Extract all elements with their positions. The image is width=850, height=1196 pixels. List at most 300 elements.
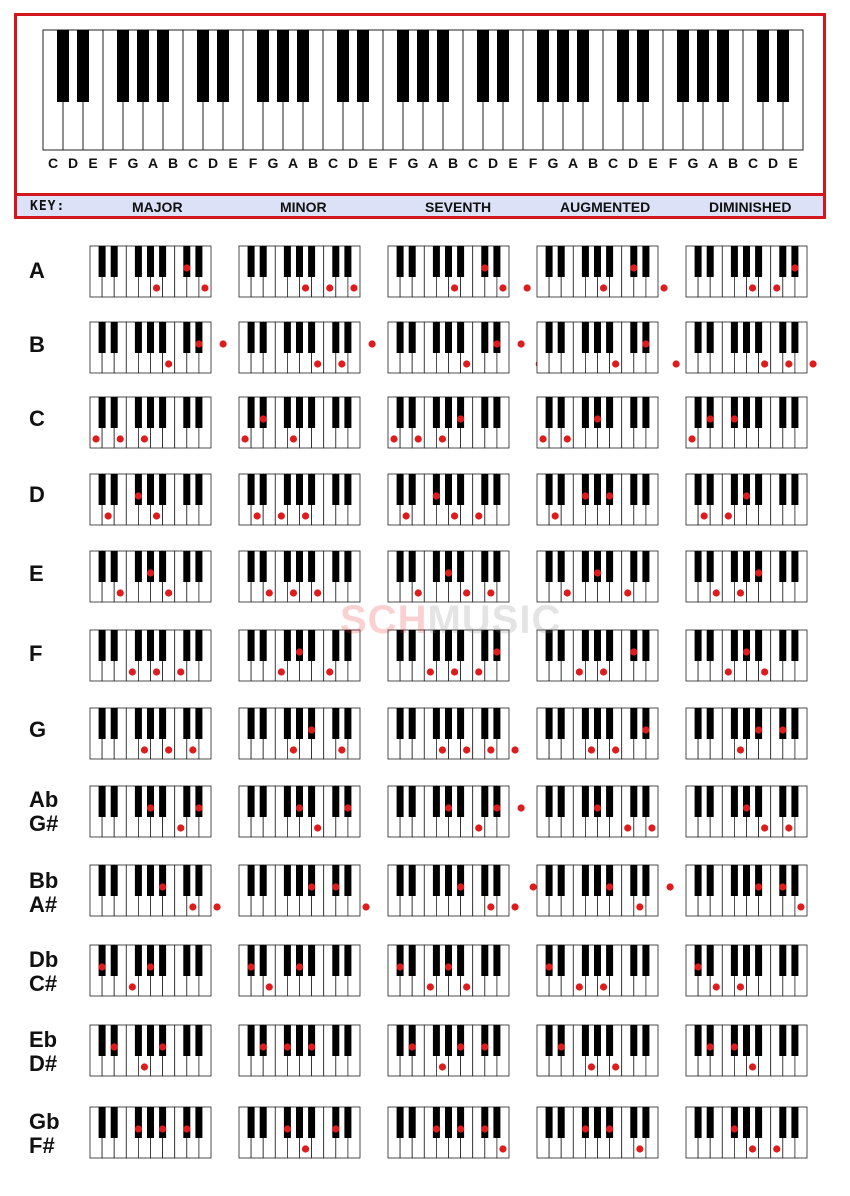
black-key <box>397 865 404 896</box>
black-key <box>445 865 452 896</box>
chord-diagram-minor <box>239 945 360 996</box>
black-key <box>344 786 351 817</box>
black-key <box>707 551 714 582</box>
chord-note-dot <box>390 435 397 442</box>
chord-note-dot <box>707 1043 714 1050</box>
black-key <box>558 322 565 353</box>
black-key <box>546 708 553 739</box>
black-key <box>147 474 154 505</box>
black-key <box>445 397 452 428</box>
note-label: B <box>587 155 599 171</box>
row-label-9: Db C# <box>29 947 59 996</box>
black-key <box>558 1107 565 1138</box>
chord-note-dot <box>779 883 786 890</box>
chord-note-dot <box>445 804 452 811</box>
black-key <box>409 1025 416 1056</box>
note-label: F <box>248 155 258 171</box>
black-key <box>159 945 166 976</box>
chord-note-dot <box>451 512 458 519</box>
black-key <box>284 786 291 817</box>
chord-note-dot <box>749 1063 756 1070</box>
chord-note-dot <box>92 435 99 442</box>
black-key <box>493 630 500 661</box>
black-key <box>642 397 649 428</box>
chord-diagram-seventh <box>388 551 509 602</box>
chord-note-dot <box>326 284 333 291</box>
black-key <box>135 551 142 582</box>
black-key <box>755 474 762 505</box>
chord-note-dot <box>314 360 321 367</box>
black-key <box>546 1025 553 1056</box>
black-key <box>147 1107 154 1138</box>
black-key <box>195 945 202 976</box>
black-key <box>707 1025 714 1056</box>
black-key <box>707 786 714 817</box>
chord-note-dot <box>129 983 136 990</box>
black-key <box>332 865 339 896</box>
black-key <box>332 945 339 976</box>
chord-note-dot <box>409 1043 416 1050</box>
black-key <box>260 474 267 505</box>
black-key <box>695 1025 702 1056</box>
black-key <box>344 1107 351 1138</box>
black-key <box>159 865 166 896</box>
black-key <box>481 397 488 428</box>
chord-note-dot <box>582 492 589 499</box>
black-key <box>582 1107 589 1138</box>
note-label: D <box>67 155 79 171</box>
note-label: B <box>447 155 459 171</box>
black-key <box>344 551 351 582</box>
note-label: B <box>167 155 179 171</box>
black-key <box>284 397 291 428</box>
chord-note-dot <box>344 804 351 811</box>
black-key <box>558 397 565 428</box>
black-key <box>546 786 553 817</box>
chord-diagram-seventh <box>388 945 509 996</box>
black-key <box>582 865 589 896</box>
chord-note-dot <box>105 512 112 519</box>
black-key <box>493 1025 500 1056</box>
black-key <box>296 397 303 428</box>
black-key <box>344 322 351 353</box>
black-key <box>147 322 154 353</box>
black-key <box>445 474 452 505</box>
chord-note-dot <box>326 668 333 675</box>
chord-note-dot <box>791 264 798 271</box>
black-key <box>183 322 190 353</box>
black-key <box>630 474 637 505</box>
chord-note-dot <box>141 746 148 753</box>
black-key <box>743 246 750 277</box>
black-key <box>731 322 738 353</box>
note-label: D <box>487 155 499 171</box>
chord-note-dot <box>290 589 297 596</box>
black-key <box>743 1025 750 1056</box>
black-key <box>284 246 291 277</box>
chord-note-dot <box>362 903 369 910</box>
chord-note-dot <box>493 804 500 811</box>
chord-note-dot <box>159 1125 166 1132</box>
note-label: G <box>547 155 559 171</box>
chord-diagram-seventh <box>388 474 509 525</box>
black-key <box>731 551 738 582</box>
chord-diagram-major <box>90 1107 211 1158</box>
black-key <box>135 397 142 428</box>
chord-note-dot <box>147 963 154 970</box>
black-key <box>147 397 154 428</box>
chord-note-dot <box>487 589 494 596</box>
black-key <box>111 945 118 976</box>
chord-note-dot <box>308 883 315 890</box>
black-key <box>481 708 488 739</box>
chord-note-dot <box>737 746 744 753</box>
chord-note-dot <box>254 512 261 519</box>
chord-note-dot <box>499 1145 506 1152</box>
chord-diagram-diminished <box>686 945 807 996</box>
black-key <box>397 1107 404 1138</box>
black-key <box>606 945 613 976</box>
chord-note-dot <box>338 360 345 367</box>
black-key <box>195 1025 202 1056</box>
black-key <box>558 945 565 976</box>
black-key <box>308 551 315 582</box>
chord-note-dot <box>518 340 525 347</box>
chord-diagram-major <box>90 865 221 916</box>
chord-note-dot <box>177 668 184 675</box>
black-key <box>493 708 500 739</box>
note-label: C <box>467 155 479 171</box>
black-key <box>445 1025 452 1056</box>
black-key <box>99 246 106 277</box>
chord-diagram-major <box>90 708 211 759</box>
chord-note-dot <box>530 883 537 890</box>
note-label: C <box>607 155 619 171</box>
chord-note-dot <box>606 883 613 890</box>
chord-note-dot <box>731 1125 738 1132</box>
chord-note-dot <box>707 415 714 422</box>
black-key <box>606 397 613 428</box>
black-key <box>582 551 589 582</box>
black-key <box>195 630 202 661</box>
black-key <box>397 551 404 582</box>
chord-note-dot <box>433 1125 440 1132</box>
note-label: C <box>187 155 199 171</box>
black-key <box>308 708 315 739</box>
black-key <box>159 708 166 739</box>
black-key <box>457 786 464 817</box>
black-key <box>791 246 798 277</box>
key-label: KEY: <box>30 199 66 214</box>
note-label: D <box>767 155 779 171</box>
black-key <box>284 865 291 896</box>
black-key <box>195 786 202 817</box>
chord-note-dot <box>713 983 720 990</box>
black-key <box>183 1107 190 1138</box>
black-key <box>409 246 416 277</box>
black-key <box>582 945 589 976</box>
chord-note-dot <box>761 360 768 367</box>
black-key <box>308 945 315 976</box>
chord-diagram-diminished <box>686 708 807 759</box>
black-key <box>546 474 553 505</box>
note-label: E <box>368 155 378 171</box>
chord-note-dot <box>403 512 410 519</box>
chord-note-dot <box>111 1043 118 1050</box>
chord-diagram-minor <box>239 865 370 916</box>
black-key <box>159 1107 166 1138</box>
chord-note-dot <box>475 668 482 675</box>
black-key <box>630 397 637 428</box>
chord-note-dot <box>415 435 422 442</box>
chord-note-dot <box>189 903 196 910</box>
chord-note-dot <box>308 1043 315 1050</box>
black-key <box>296 246 303 277</box>
black-key <box>731 708 738 739</box>
note-label: G <box>407 155 419 171</box>
column-header-major: MAJOR <box>132 199 183 215</box>
black-key <box>582 1025 589 1056</box>
black-key <box>594 397 601 428</box>
chord-diagram-diminished <box>686 630 807 681</box>
black-key <box>445 630 452 661</box>
chord-note-dot <box>552 512 559 519</box>
black-key <box>260 1025 267 1056</box>
chord-note-dot <box>648 824 655 831</box>
black-key <box>707 708 714 739</box>
chord-note-dot <box>457 1043 464 1050</box>
black-key <box>606 474 613 505</box>
chord-note-dot <box>463 983 470 990</box>
black-key <box>284 474 291 505</box>
black-key <box>296 945 303 976</box>
black-key <box>135 322 142 353</box>
black-key <box>731 945 738 976</box>
black-key <box>135 474 142 505</box>
black-key <box>308 630 315 661</box>
chord-note-dot <box>797 903 804 910</box>
black-key <box>397 630 404 661</box>
black-key <box>779 322 786 353</box>
chord-note-dot <box>195 804 202 811</box>
black-key <box>642 1025 649 1056</box>
chord-note-dot <box>493 340 500 347</box>
black-key <box>606 1025 613 1056</box>
row-label-8: Bb A# <box>29 868 59 917</box>
note-label: F <box>528 155 538 171</box>
black-key <box>707 397 714 428</box>
black-key <box>332 322 339 353</box>
black-key <box>642 474 649 505</box>
chord-diagram-diminished <box>686 786 807 837</box>
chord-diagram-seventh <box>388 397 509 448</box>
black-key <box>630 945 637 976</box>
black-key <box>284 630 291 661</box>
black-key <box>457 1107 464 1138</box>
chord-note-dot <box>688 435 695 442</box>
row-label-1: B <box>29 332 45 357</box>
chord-note-dot <box>183 1125 190 1132</box>
chord-note-dot <box>755 883 762 890</box>
chord-note-dot <box>433 492 440 499</box>
chord-note-dot <box>475 824 482 831</box>
black-key <box>445 708 452 739</box>
chord-diagram-minor <box>239 708 360 759</box>
chord-note-dot <box>588 746 595 753</box>
black-key <box>594 474 601 505</box>
black-key <box>582 322 589 353</box>
black-key <box>344 474 351 505</box>
black-key <box>743 708 750 739</box>
black-key <box>791 865 798 896</box>
chord-diagram-major <box>90 945 211 996</box>
black-key <box>344 708 351 739</box>
black-key <box>183 246 190 277</box>
chord-diagram-augmented <box>537 322 680 373</box>
chord-note-dot <box>743 648 750 655</box>
chord-diagram-seventh <box>388 630 509 681</box>
chord-note-dot <box>785 360 792 367</box>
chord-note-dot <box>439 1063 446 1070</box>
chord-note-dot <box>636 903 643 910</box>
chord-note-dot <box>779 726 786 733</box>
black-key <box>284 708 291 739</box>
black-key <box>630 1107 637 1138</box>
black-key <box>493 322 500 353</box>
black-key <box>284 322 291 353</box>
black-key <box>183 397 190 428</box>
chord-note-dot <box>284 1125 291 1132</box>
black-key <box>111 1025 118 1056</box>
black-key <box>779 1107 786 1138</box>
chord-note-dot <box>260 1043 267 1050</box>
black-key <box>695 708 702 739</box>
chord-note-dot <box>165 360 172 367</box>
chord-note-dot <box>576 983 583 990</box>
black-key <box>594 865 601 896</box>
black-key <box>779 630 786 661</box>
black-key <box>308 474 315 505</box>
black-key <box>409 474 416 505</box>
black-key <box>755 1107 762 1138</box>
chord-note-dot <box>213 903 220 910</box>
black-key <box>695 474 702 505</box>
chord-note-dot <box>743 492 750 499</box>
black-key <box>755 1025 762 1056</box>
black-key <box>397 474 404 505</box>
black-key <box>695 630 702 661</box>
black-key <box>147 1025 154 1056</box>
chord-note-dot <box>165 589 172 596</box>
black-key <box>695 865 702 896</box>
chord-note-dot <box>487 746 494 753</box>
black-key <box>296 630 303 661</box>
chord-note-dot <box>713 589 720 596</box>
chord-note-dot <box>600 668 607 675</box>
black-key <box>546 1107 553 1138</box>
chord-note-dot <box>600 983 607 990</box>
black-key <box>582 708 589 739</box>
chord-diagram-major <box>90 246 211 297</box>
black-key <box>111 397 118 428</box>
black-key <box>642 1107 649 1138</box>
note-label: C <box>327 155 339 171</box>
chord-note-dot <box>624 824 631 831</box>
chord-diagram-major <box>90 322 227 373</box>
chord-note-dot <box>369 340 376 347</box>
row-label-10: Eb D# <box>29 1027 58 1076</box>
black-key <box>135 945 142 976</box>
black-key <box>99 474 106 505</box>
black-key <box>791 945 798 976</box>
black-key <box>344 945 351 976</box>
black-key <box>558 474 565 505</box>
chord-diagram-seventh <box>388 708 519 759</box>
black-key <box>111 630 118 661</box>
chord-note-dot <box>260 415 267 422</box>
black-key <box>630 551 637 582</box>
black-key <box>332 246 339 277</box>
chord-note-dot <box>481 1125 488 1132</box>
chord-note-dot <box>290 435 297 442</box>
chord-note-dot <box>189 746 196 753</box>
chord-diagram-seventh <box>388 322 543 373</box>
chord-note-dot <box>636 1145 643 1152</box>
black-key <box>630 246 637 277</box>
black-key <box>248 551 255 582</box>
chord-diagram-seventh <box>388 246 531 297</box>
black-key <box>308 786 315 817</box>
black-key <box>433 865 440 896</box>
chord-note-dot <box>667 883 674 890</box>
black-key <box>183 1025 190 1056</box>
black-key <box>582 246 589 277</box>
chord-diagram-augmented <box>537 246 668 297</box>
chord-diagram-major <box>90 786 211 837</box>
black-key <box>147 786 154 817</box>
chord-diagram-diminished <box>686 1107 807 1158</box>
chord-note-dot <box>445 963 452 970</box>
black-key <box>695 322 702 353</box>
chord-note-dot <box>642 726 649 733</box>
chord-diagram-minor <box>239 551 360 602</box>
black-key <box>707 865 714 896</box>
chord-diagram-augmented <box>537 630 658 681</box>
black-key <box>195 865 202 896</box>
chord-note-dot <box>415 589 422 596</box>
black-key <box>630 630 637 661</box>
black-key <box>546 322 553 353</box>
note-label: D <box>207 155 219 171</box>
black-key <box>159 474 166 505</box>
black-key <box>695 246 702 277</box>
black-key <box>755 551 762 582</box>
black-key <box>284 945 291 976</box>
chord-note-dot <box>725 512 732 519</box>
chord-note-dot <box>314 824 321 831</box>
black-key <box>195 551 202 582</box>
chord-note-dot <box>576 668 583 675</box>
black-key <box>433 945 440 976</box>
chord-note-dot <box>445 569 452 576</box>
chord-note-dot <box>673 360 680 367</box>
black-key <box>409 322 416 353</box>
black-key <box>296 1107 303 1138</box>
note-label: A <box>147 155 159 171</box>
black-key <box>147 708 154 739</box>
row-label-2: C <box>29 406 45 431</box>
black-key <box>493 945 500 976</box>
